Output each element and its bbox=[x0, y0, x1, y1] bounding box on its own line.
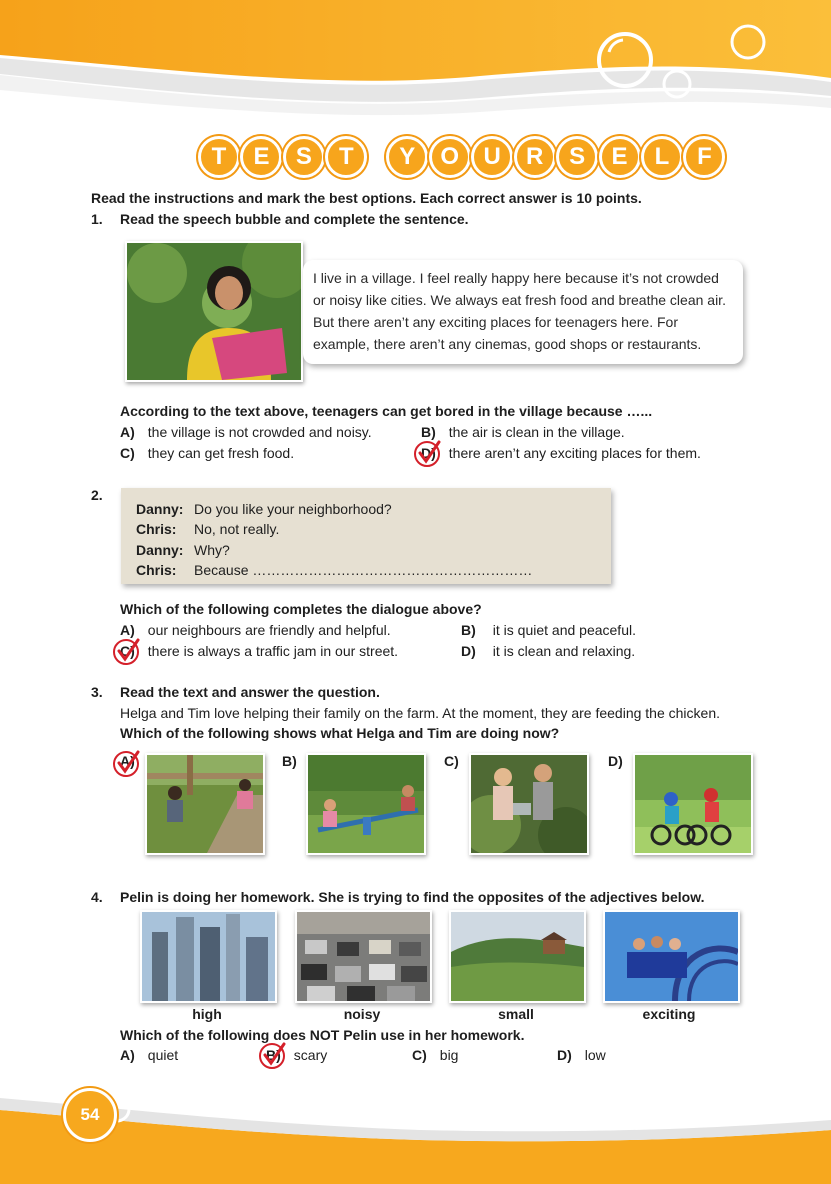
title-letter: O bbox=[429, 136, 471, 178]
page-title bbox=[198, 136, 721, 182]
title-letter: F bbox=[683, 136, 725, 178]
option-text: they can get fresh food. bbox=[147, 445, 295, 461]
title-letter: E bbox=[599, 136, 641, 178]
instructions: Read the instructions and mark the best options. Each correct answer is 10 points. bbox=[91, 190, 642, 206]
dialogue-line: Because …………………………………………………… bbox=[194, 562, 533, 578]
option-text: big bbox=[439, 1047, 459, 1063]
q1-option-d[interactable] bbox=[421, 445, 701, 461]
dialogue-line: Why? bbox=[194, 542, 230, 558]
q3-prompt: Read the text and answer the question. bbox=[120, 684, 380, 700]
option-text: scary bbox=[293, 1047, 328, 1063]
title-letter: T bbox=[325, 136, 367, 178]
footer-wave bbox=[0, 1080, 831, 1184]
q3-option-b-letter[interactable]: B) bbox=[282, 753, 297, 769]
answer-check-icon bbox=[258, 1040, 288, 1070]
option-text: low bbox=[584, 1047, 606, 1063]
option-text: our neighbours are friendly and helpful. bbox=[147, 622, 391, 638]
dialogue-line: No, not really. bbox=[194, 521, 280, 537]
q4-caption-noisy: noisy bbox=[343, 1006, 381, 1022]
option-letter: B) bbox=[421, 424, 436, 440]
q1-question: According to the text above, teenagers can get bored in the village because …... bbox=[120, 403, 653, 419]
option-text: the air is clean in the village. bbox=[448, 424, 625, 440]
title-letter: S bbox=[556, 136, 598, 178]
option-letter: A) bbox=[120, 622, 135, 638]
option-letter: C) bbox=[120, 643, 135, 659]
q4-photo-skyscrapers bbox=[140, 910, 277, 1003]
option-text: there aren’t any exciting places for them. bbox=[448, 445, 701, 461]
dialogue-speaker: Danny: bbox=[136, 542, 184, 558]
q1-prompt: Read the speech bubble and complete the sentence. bbox=[120, 211, 469, 227]
q2-number: 2. bbox=[91, 487, 103, 503]
answer-check-icon bbox=[112, 636, 142, 666]
title-letter: L bbox=[641, 136, 683, 178]
speech-bubble-text: I live in a village. I feel really happy here because it’s not crowded or noisy like cities. We always eat fresh food and breathe clean air. But there aren’t any exciting places for teenagers here. For example, there aren’t any cinemas, good shops or restaurants. bbox=[313, 270, 726, 352]
header-wave bbox=[0, 0, 831, 140]
option-text: it is quiet and peaceful. bbox=[492, 622, 636, 638]
q3-number: 3. bbox=[91, 684, 103, 700]
q1-option-b[interactable] bbox=[421, 424, 625, 440]
q1-number: 1. bbox=[91, 211, 103, 227]
title-letter: E bbox=[240, 136, 282, 178]
option-text: the village is not crowded and noisy. bbox=[147, 424, 372, 440]
q3-photo-watering-plants[interactable] bbox=[469, 753, 589, 855]
q4-option-c[interactable] bbox=[412, 1047, 458, 1063]
option-letter: B) bbox=[461, 622, 476, 638]
title-letter: R bbox=[514, 136, 556, 178]
q3-option-d-letter[interactable]: D) bbox=[608, 753, 623, 769]
q2-question: Which of the following completes the dialogue above? bbox=[120, 601, 482, 617]
dialogue-speaker: Danny: bbox=[136, 501, 184, 517]
page-number-badge bbox=[63, 1088, 117, 1142]
q3-option-c-letter[interactable]: C) bbox=[444, 753, 459, 769]
dialogue-line: Do you like your neighborhood? bbox=[194, 501, 392, 517]
title-letter: U bbox=[471, 136, 513, 178]
q4-photo-traffic bbox=[295, 910, 432, 1003]
title-letter: T bbox=[198, 136, 240, 178]
page-number: 54 bbox=[80, 1105, 100, 1124]
dialogue-speaker: Chris: bbox=[136, 562, 177, 578]
option-letter: D) bbox=[421, 445, 436, 461]
q4-option-a[interactable] bbox=[120, 1047, 178, 1063]
option-text: it is clean and relaxing. bbox=[492, 643, 636, 659]
option-text: there is always a traffic jam in our street. bbox=[147, 643, 399, 659]
q1-option-c[interactable] bbox=[120, 445, 294, 461]
option-letter: A) bbox=[120, 424, 135, 440]
q3-option-a-letter[interactable]: A) bbox=[120, 753, 135, 769]
q4-caption-small: small bbox=[498, 1006, 534, 1022]
q3-question: Which of the following shows what Helga and Tim are doing now? bbox=[120, 725, 560, 741]
q3-photo-cycling[interactable] bbox=[633, 753, 753, 855]
q4-caption-exciting: exciting bbox=[642, 1006, 696, 1022]
q3-photo-feeding-chickens[interactable] bbox=[145, 753, 265, 855]
option-letter: B) bbox=[266, 1047, 281, 1063]
q4-photo-countryside bbox=[449, 910, 586, 1003]
q4-option-d[interactable] bbox=[557, 1047, 606, 1063]
q4-photo-roller-coaster bbox=[603, 910, 740, 1003]
q3-photo-seesaw[interactable] bbox=[306, 753, 426, 855]
q4-caption-high: high bbox=[192, 1006, 222, 1022]
q2-option-c[interactable] bbox=[120, 643, 398, 659]
answer-check-icon bbox=[112, 748, 142, 778]
q4-question: Which of the following does NOT Pelin use in her homework. bbox=[120, 1027, 525, 1043]
option-letter: C) bbox=[412, 1047, 427, 1063]
q4-prompt: Pelin is doing her homework. She is trying to find the opposites of the adjectives below. bbox=[120, 889, 705, 905]
dialogue-speaker: Chris: bbox=[136, 521, 177, 537]
q2-option-b[interactable] bbox=[461, 622, 636, 638]
q4-number: 4. bbox=[91, 889, 103, 905]
option-letter: D) bbox=[557, 1047, 572, 1063]
q2-option-a[interactable] bbox=[120, 622, 391, 638]
title-letter: Y bbox=[386, 136, 428, 178]
option-text: quiet bbox=[147, 1047, 179, 1063]
q2-option-d[interactable] bbox=[461, 643, 635, 659]
option-letter: D) bbox=[461, 643, 476, 659]
title-letter: S bbox=[283, 136, 325, 178]
option-letter: A) bbox=[120, 1047, 135, 1063]
speech-bubble bbox=[303, 260, 743, 364]
answer-check-icon bbox=[413, 438, 443, 468]
q3-text: Helga and Tim love helping their family on the farm. At the moment, they are feeding the chicken. bbox=[120, 705, 720, 721]
option-letter: C) bbox=[120, 445, 135, 461]
girl-reading-photo bbox=[125, 241, 303, 382]
dialogue-box bbox=[121, 488, 611, 584]
q1-option-a[interactable] bbox=[120, 424, 372, 440]
